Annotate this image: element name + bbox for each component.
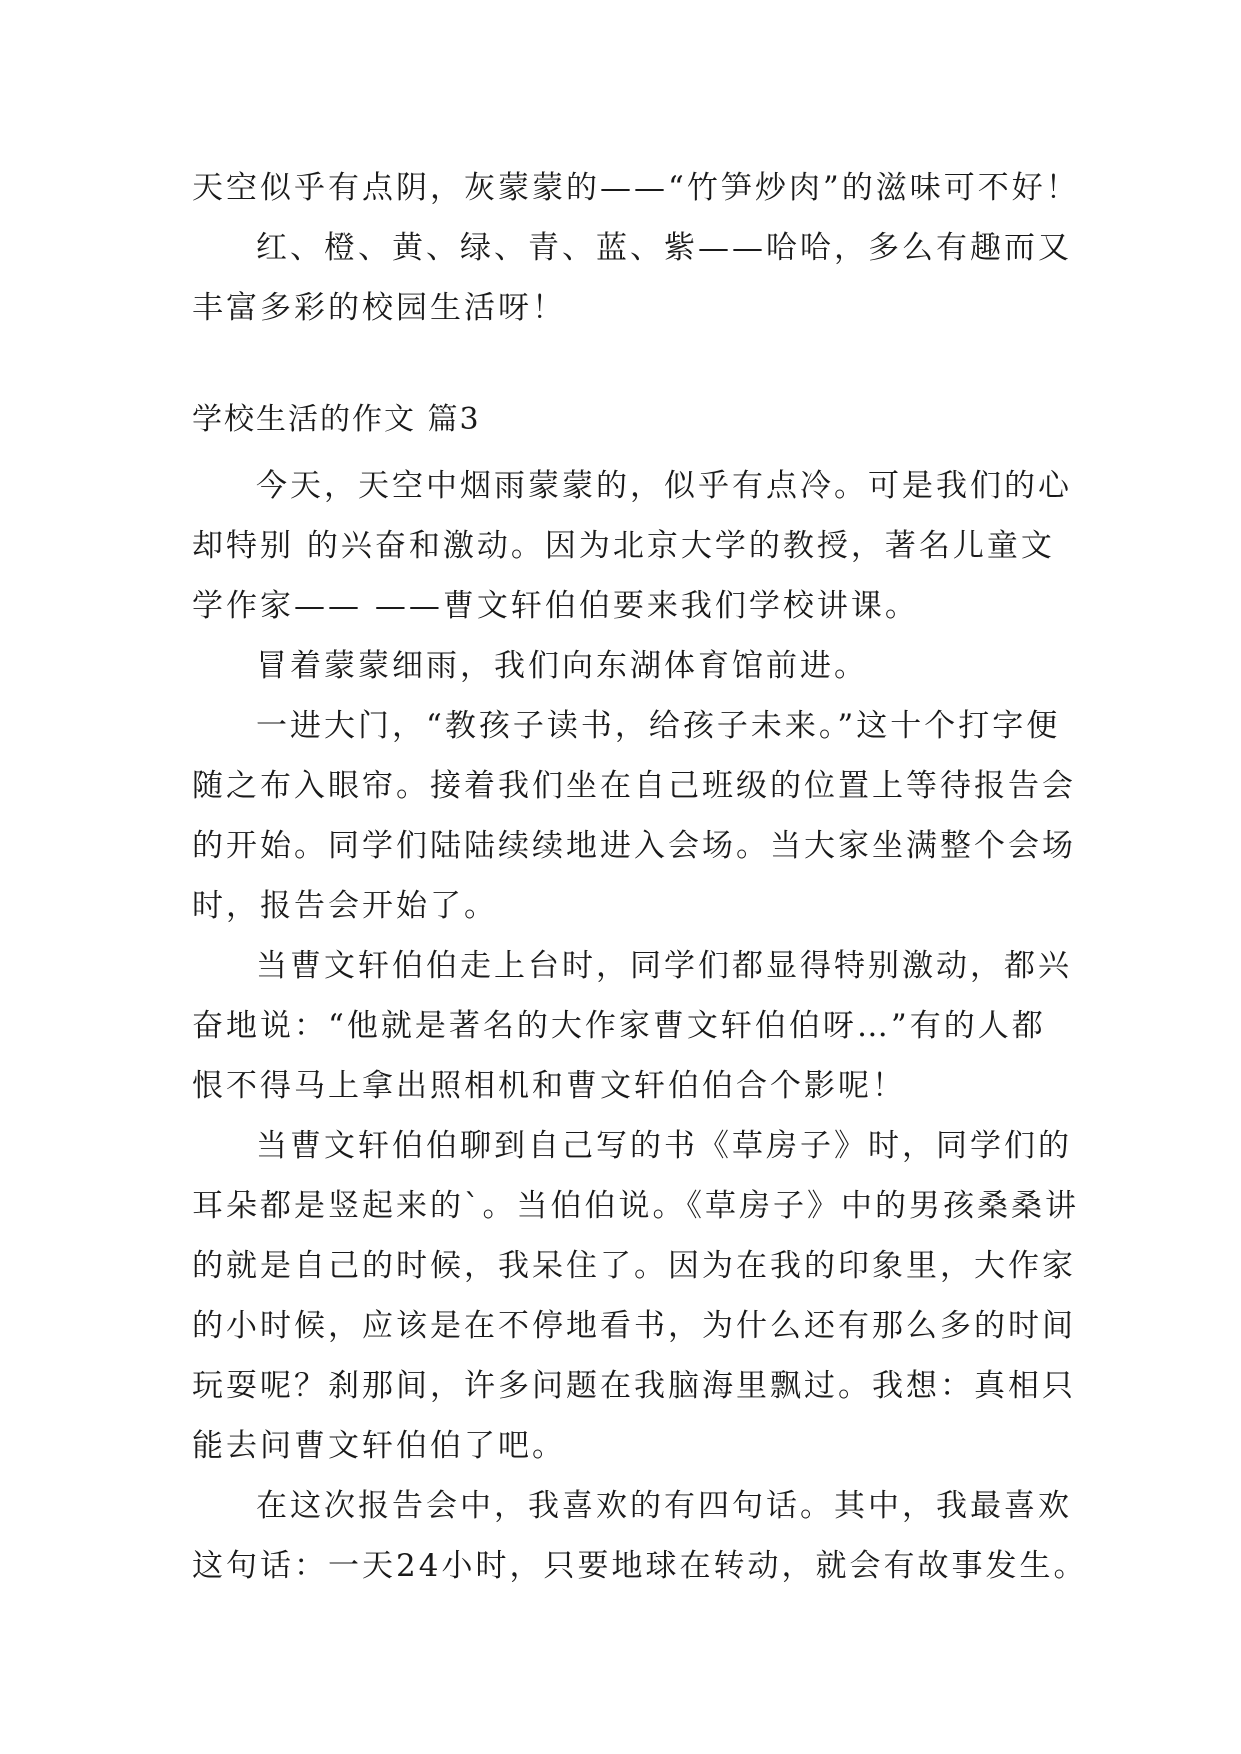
text-line: 天空似乎有点阴，灰蒙蒙的——“竹笋炒肉”的滋味可不好！ <box>192 170 1080 206</box>
text-line: 丰富多彩的校园生活呀！ <box>192 290 566 326</box>
text-line: 当曹文轩伯伯聊到自己写的书《草房子》时，同学们的 <box>256 1128 1072 1164</box>
text-line: 能去问曹文轩伯伯了吧。 <box>192 1428 566 1464</box>
text-line: 却特别 的兴奋和激动。因为北京大学的教授，著名儿童文 <box>192 528 1055 564</box>
text-line: 随之布入眼帘。接着我们坐在自己班级的位置上等待报告会 <box>192 768 1076 804</box>
text-line: 这句话：一天24小时，只要地球在转动，就会有故事发生。 <box>192 1548 1088 1584</box>
text-line: 今天，天空中烟雨蒙蒙的，似乎有点冷。可是我们的心 <box>256 468 1072 504</box>
text-line: 冒着蒙蒙细雨，我们向东湖体育馆前进。 <box>256 648 868 684</box>
text-line: 时，报告会开始了。 <box>192 888 498 924</box>
text-line: 当曹文轩伯伯走上台时，同学们都显得特别激动，都兴 <box>256 948 1072 984</box>
section-title: 学校生活的作文 篇3 <box>192 402 481 437</box>
essay-body <box>192 456 1088 1596</box>
text-line: 奋地说：“他就是著名的大作家曹文轩伯伯呀…”有的人都 <box>192 1008 1046 1044</box>
text-line: 在这次报告会中，我喜欢的有四句话。其中，我最喜欢 <box>256 1488 1072 1524</box>
intro-paragraphs <box>192 158 1080 338</box>
text-line: 恨不得马上拿出照相机和曹文轩伯伯合个影呢！ <box>192 1068 906 1104</box>
text-line: 一进大门，“教孩子读书，给孩子未来。”这十个打字便 <box>256 708 1061 744</box>
text-line: 耳朵都是竖起来的`。当伯伯说。《草房子》中的男孩桑桑讲 <box>192 1188 1079 1224</box>
text-line: 红、橙、黄、绿、青、蓝、紫——哈哈，多么有趣而又 <box>256 230 1072 266</box>
section-heading-block <box>192 390 1072 450</box>
text-line: 的开始。同学们陆陆续续地进入会场。当大家坐满整个会场 <box>192 828 1076 864</box>
text-line: 学作家—— ——曹文轩伯伯要来我们学校讲课。 <box>192 588 919 624</box>
text-line: 玩耍呢？刹那间，许多问题在我脑海里飘过。我想：真相只 <box>192 1368 1076 1404</box>
text-line: 的小时候，应该是在不停地看书，为什么还有那么多的时间 <box>192 1308 1076 1344</box>
text-line: 的就是自己的时候，我呆住了。因为在我的印象里，大作家 <box>192 1248 1076 1284</box>
